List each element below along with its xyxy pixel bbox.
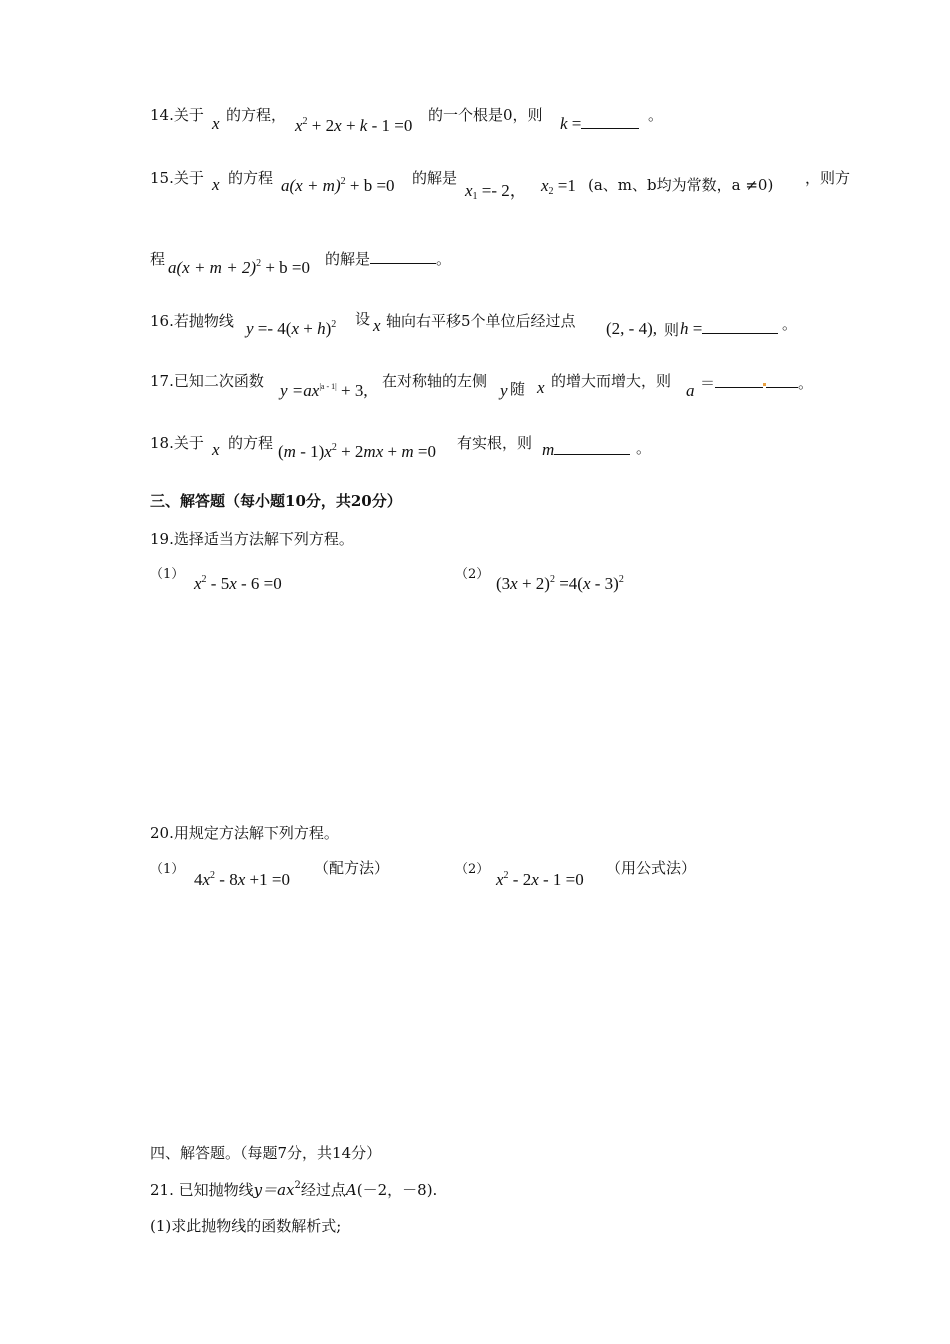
q15-text-2: 的解是 [412,169,458,187]
q18-number: 18.关于 [150,434,204,452]
q14-line: 14.关于 [150,106,204,124]
q14-text-2: 的一个根是0，则 [428,106,543,124]
q17-yvar: y [500,381,508,400]
q19-part-1-equation: $x^2 - 5x - 6 =0$ [194,574,282,593]
q15-text: 的方程 [228,169,274,187]
q15-text-3: ，则方 [805,169,851,187]
q14-text: 的方程， [226,106,287,124]
q15-equation-2: $a(x + m + 2)^2 + b =0$ [168,258,311,277]
q16-equation: $y =- 4(x + h)^2$ [246,319,337,338]
q14-answer: k = [560,114,639,134]
q15-text-5: 的解是 。 [325,250,452,268]
q15-var: x [212,175,220,194]
q14-blank [581,118,639,129]
q21-subquestion-1: (1)求此抛物线的函数解析式; [150,1217,342,1235]
q20-part-2-method: （用公式法） [606,859,697,877]
q16-text: 设 [355,310,371,328]
q18-text-2: 有实根，则 [457,434,533,452]
q19-part-2-equation: $(3x + 2)^2 =4(x - 3)^2$ [496,574,624,593]
q17-blank-1 [715,377,763,388]
q20-part-1-equation: $4x^2 - 8x +1 =0$ [194,870,290,889]
q18-blank [554,444,630,455]
q17-equation: $y =ax^{|a - 1|} + 3$, [280,381,368,400]
q20-title: 20.用规定方法解下列方程。 [150,824,339,842]
q20-part-1-label: （1） [150,862,185,877]
q16-text-2: 轴向右平移5个单位后经过点 [386,312,576,330]
q17-text: 在对称轴的左侧 [382,372,488,390]
q17-number: 17.已知二次函数 [150,372,264,390]
q16-var: x [373,316,381,335]
q18-text: 的方程 [228,434,274,452]
q20-part-2-label: （2） [455,862,490,877]
q17-answer-var: a [686,381,695,400]
q17-answer: ＝ 。 [700,374,814,392]
q17-xvar: x [537,378,545,397]
section-3-heading: 三、解答题（每小题10分，共20分） [150,492,402,510]
section-4-heading: 四、解答题。（每题7分，共14分） [150,1144,382,1162]
q18-answer: m [542,440,630,460]
q14-number: 14. [150,106,174,124]
q20-part-2-equation: $x^2 - 2x - 1 =0$ [496,870,584,889]
q19-part-1-label: （1） [150,567,185,582]
q15-equation: $a(x + m)^2 + b =0$ [281,176,395,195]
q15-blank [370,253,436,264]
q16-text-3: 则 [664,321,680,339]
q18-equation: $(m - 1)x^2 + 2mx + m =0$ [278,442,436,461]
q18-end: 。 [636,439,652,457]
q21-text: 21. 已知抛物线$y=ax^2$经过点A(－2，－8). [150,1180,438,1199]
q16-number: 16.若抛物线 [150,312,234,330]
q17-text-2: 随 [510,380,526,398]
q19-title: 19.选择适当方法解下列方程。 [150,530,354,548]
q14-var: x [212,114,220,133]
q16-answer: h = [680,319,778,339]
q15-x1: $x_1 =- 2$， [465,181,527,202]
q20-part-1-method: （配方法） [314,859,390,877]
q14-equation: $x^2 + 2x + k - 1 =0$ [295,116,413,135]
q15-note: (a、m、b均为常数，a ≠0) [588,176,774,194]
q16-point: (2, - 4), [606,319,657,338]
q16-end: 。 [782,315,798,333]
q15-number: 15.关于 [150,169,204,187]
q17-text-3: 的增大而增大，则 [551,372,672,390]
q14-end: 。 [648,106,664,124]
q19-part-2-label: （2） [455,567,490,582]
q15-x2: $x_2 =1$ [541,176,576,197]
q16-blank [702,323,778,334]
q17-blank-2 [766,377,798,388]
q18-var: x [212,440,220,459]
q15-text-4: 程 [150,250,166,268]
